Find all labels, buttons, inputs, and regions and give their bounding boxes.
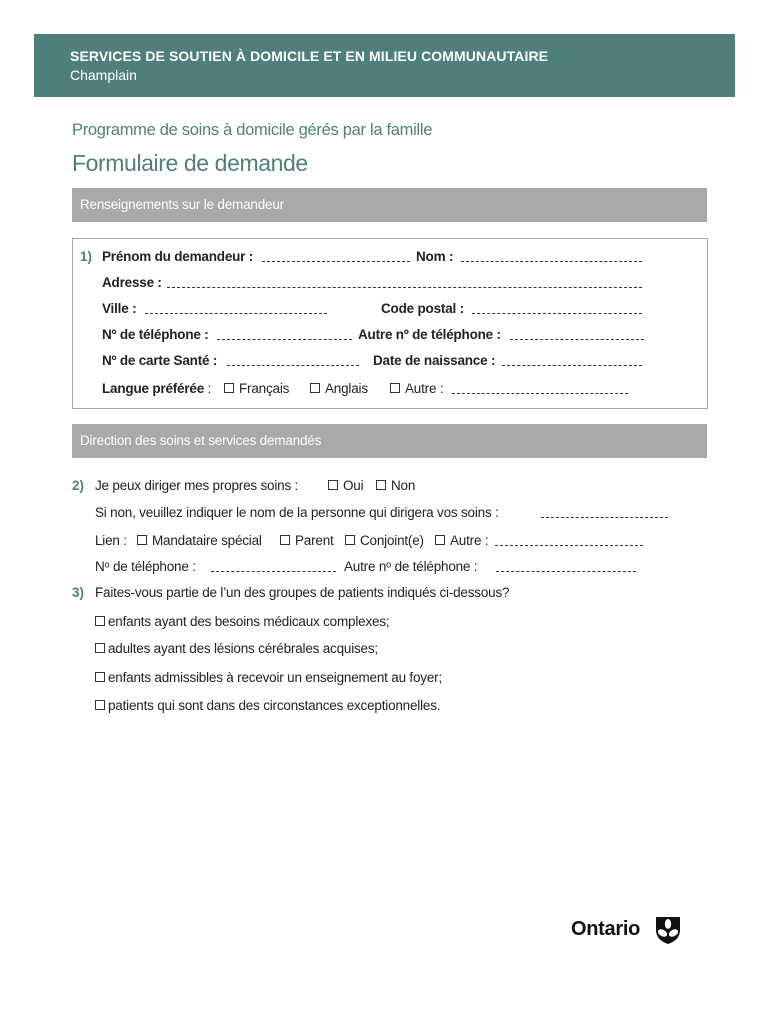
first-name-field[interactable] [262, 261, 410, 262]
question-2-text: Je peux diriger mes propres soins : [95, 478, 299, 493]
question-2-number: 2) [72, 478, 85, 493]
checkbox-icon[interactable] [95, 616, 105, 626]
birth-date-label: Date de naissance : [373, 353, 496, 368]
checkbox-icon[interactable] [345, 535, 355, 545]
banner-subtitle: Champlain [70, 67, 137, 83]
phone-label: Nº de téléphone : [102, 327, 209, 342]
address-label: Adresse : [102, 275, 162, 290]
care-director-name-field[interactable] [541, 517, 668, 518]
city-label: Ville : [102, 301, 137, 316]
question-3-text: Faites-vous partie de l’un des groupes de patients indiqués ci-dessous? [95, 585, 510, 600]
other-phone-field[interactable] [510, 339, 644, 340]
checkbox-icon[interactable] [95, 643, 105, 653]
relation-option-substitute[interactable]: Mandataire spécial [137, 533, 262, 548]
question-3-number: 3) [72, 585, 85, 600]
first-name-label: Prénom du demandeur : [102, 249, 254, 264]
address-field[interactable] [167, 287, 642, 288]
director-phone-label: Nᵒ de téléphone : [95, 559, 196, 574]
patient-group-option[interactable]: enfants ayant des besoins médicaux complexes; [95, 614, 389, 629]
language-other-field[interactable] [452, 393, 628, 394]
relation-option-parent[interactable]: Parent [280, 533, 334, 548]
question-1-number: 1) [80, 249, 93, 264]
city-field[interactable] [145, 313, 327, 314]
checkbox-icon[interactable] [435, 535, 445, 545]
language-option-french[interactable]: Français [224, 381, 289, 396]
birth-date-field[interactable] [502, 365, 642, 366]
if-not-text: Si non, veuillez indiquer le nom de la personne qui dirigera vos soins : [95, 505, 499, 520]
header-banner [34, 34, 735, 97]
logo-text: Ontario [571, 918, 641, 940]
checkbox-icon[interactable] [95, 700, 105, 710]
relation-option-other[interactable]: Autre : [435, 533, 488, 548]
checkbox-icon[interactable] [376, 480, 386, 490]
last-name-label: Nom : [416, 249, 454, 264]
director-other-phone-label: Autre nᵒ de téléphone : [344, 559, 478, 574]
director-phone-field[interactable] [211, 571, 336, 572]
relation-option-spouse[interactable]: Conjoint(e) [345, 533, 424, 548]
form-title: Formulaire de demande [72, 150, 308, 176]
section-care-bar [72, 424, 707, 458]
postal-code-field[interactable] [472, 313, 642, 314]
relation-other-field[interactable] [495, 545, 643, 546]
checkbox-icon[interactable] [137, 535, 147, 545]
checkbox-icon[interactable] [390, 383, 400, 393]
patient-group-option[interactable]: enfants admissibles à recevoir un enseignement au foyer; [95, 670, 442, 685]
section-applicant-title: Renseignements sur le demandeur [80, 197, 284, 212]
last-name-field[interactable] [461, 261, 642, 262]
patient-group-option[interactable]: adultes ayant des lésions cérébrales acquises; [95, 641, 378, 656]
program-title: Programme de soins à domicile gérés par la famille [72, 121, 433, 139]
ontario-logo [571, 914, 683, 946]
checkbox-icon[interactable] [310, 383, 320, 393]
patient-group-option[interactable]: patients qui sont dans des circonstances exceptionnelles. [95, 698, 440, 713]
phone-field[interactable] [217, 339, 352, 340]
checkbox-icon[interactable] [95, 672, 105, 682]
section-applicant-bar [72, 188, 707, 222]
option-no[interactable]: Non [376, 478, 415, 493]
language-row [102, 381, 211, 396]
language-option-other[interactable]: Autre : [390, 381, 443, 396]
health-card-field[interactable] [227, 365, 359, 366]
postal-code-label: Code postal : [381, 301, 464, 316]
director-other-phone-field[interactable] [496, 571, 636, 572]
banner-title: SERVICES DE SOUTIEN À DOMICILE ET EN MILIEU COMMUNAUTAIRE [70, 48, 549, 64]
language-label: Langue préférée [102, 381, 205, 396]
checkbox-icon[interactable] [224, 383, 234, 393]
language-option-english[interactable]: Anglais [310, 381, 368, 396]
section-care-title: Direction des soins et services demandés [80, 433, 322, 448]
other-phone-label: Autre nº de téléphone : [358, 327, 501, 342]
language-colon: : [204, 381, 212, 396]
checkbox-icon[interactable] [328, 480, 338, 490]
option-yes[interactable]: Oui [328, 478, 363, 493]
health-card-label: Nº de carte Santé : [102, 353, 218, 368]
trillium-icon [653, 914, 683, 945]
relation-label: Lien : [95, 533, 127, 548]
checkbox-icon[interactable] [280, 535, 290, 545]
